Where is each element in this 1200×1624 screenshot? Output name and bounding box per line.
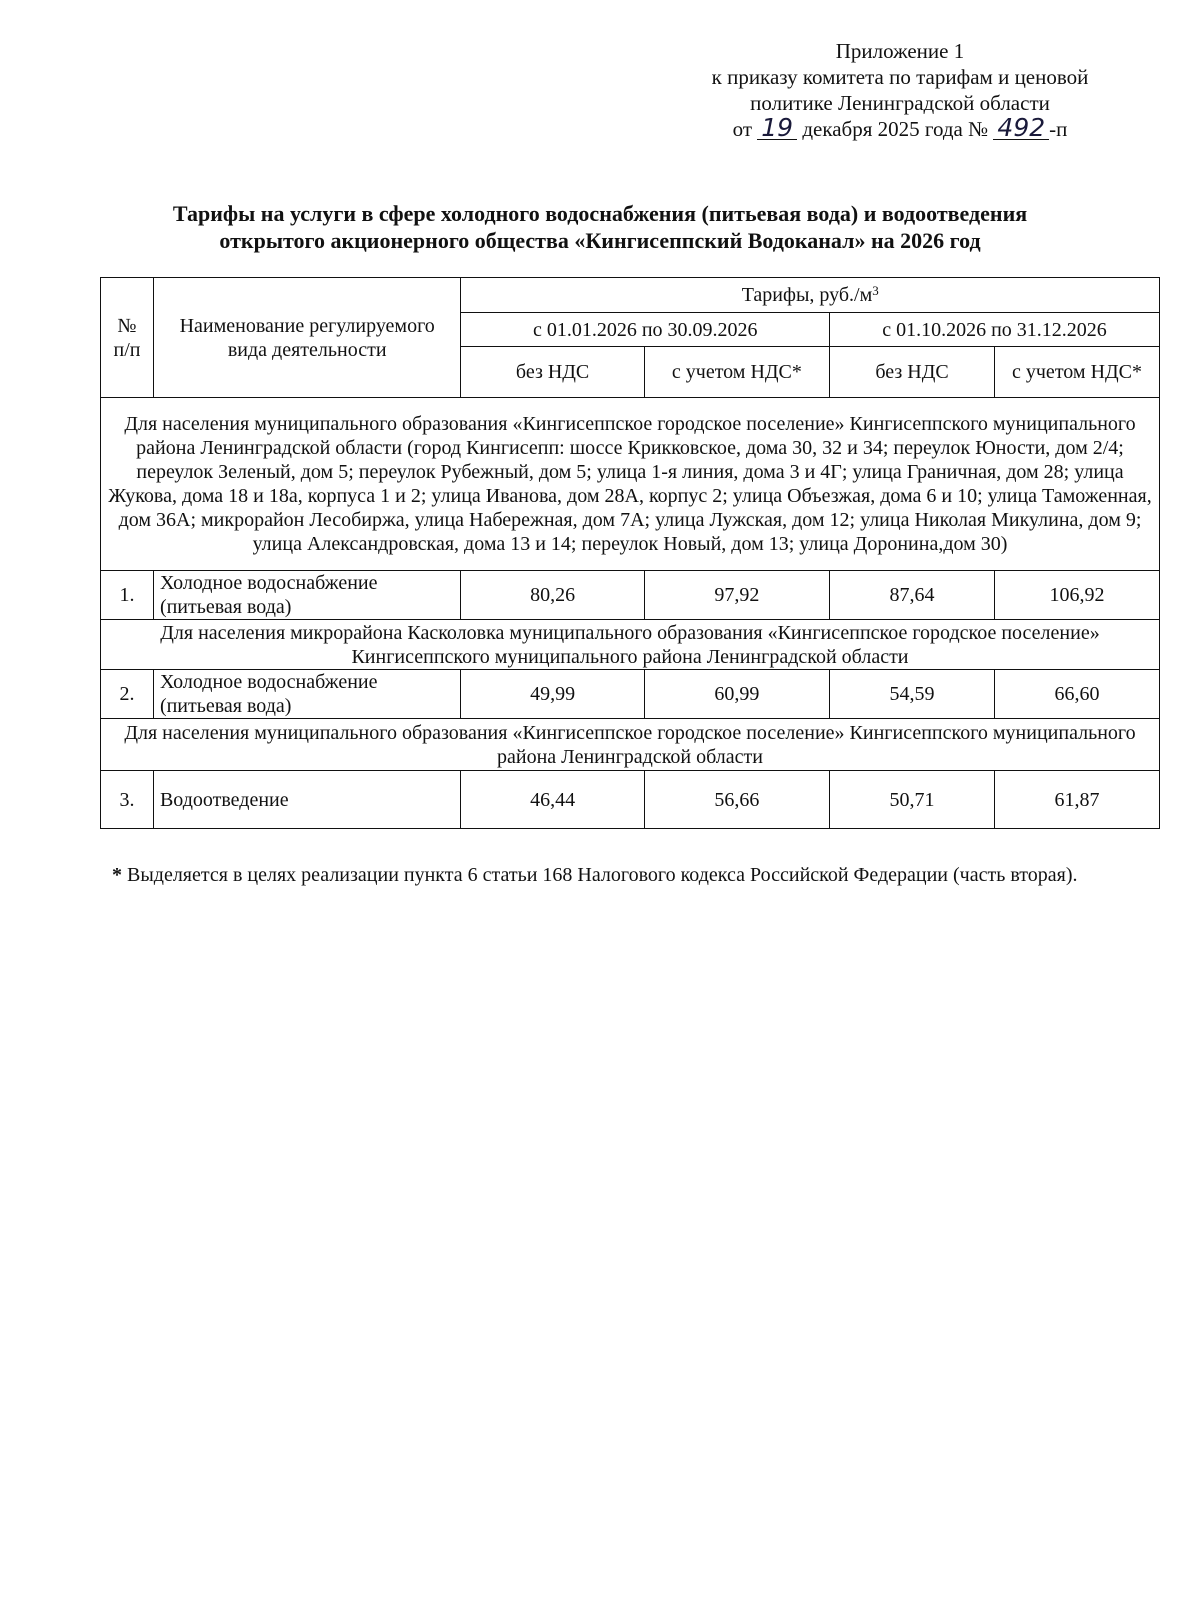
tariff-table: [100, 277, 1160, 829]
row-p2-no-vat: 54,59: [830, 670, 995, 719]
date-prefix: от: [732, 117, 753, 141]
header-p2-with-vat: с учетом НДС*: [995, 347, 1160, 398]
footnote-star: *: [112, 864, 122, 886]
table-row: [101, 571, 1160, 620]
table-row: [101, 670, 1160, 719]
row-p1-no-vat: 46,44: [461, 771, 644, 829]
appendix-order-ref: к приказу комитета по тарифам и ценовой: [711, 65, 1089, 89]
header-num: № п/п: [101, 278, 154, 398]
document-title: [60, 200, 1140, 254]
row-num: 2.: [101, 670, 154, 719]
row-p2-no-vat: 50,71: [830, 771, 995, 829]
header-tariffs-label: Тарифы, руб./м: [741, 284, 873, 306]
header-activity-name: Наименование регулируемого вида деятельности: [153, 278, 461, 398]
row-p2-with-vat: 66,60: [995, 670, 1160, 719]
row-p2-with-vat: 106,92: [995, 571, 1160, 620]
appendix-date-line: [640, 113, 1160, 142]
header-tariffs: [461, 278, 1160, 313]
header-p2-no-vat: без НДС: [830, 347, 995, 398]
row-p2-no-vat: 87,64: [830, 571, 995, 620]
row-activity: Водоотведение: [153, 771, 461, 829]
footnote: [112, 862, 1158, 888]
header-period2: с 01.10.2026 по 31.12.2026: [830, 313, 1160, 347]
footnote-text: Выделяется в целях реализации пункта 6 статьи 168 Налогового кодекса Российской Федерации (часть вторая).: [127, 864, 1078, 886]
row-p1-with-vat: 97,92: [644, 571, 829, 620]
row-activity: Холодное водоснабжение (питьевая вода): [153, 670, 461, 719]
row-p1-no-vat: 80,26: [461, 571, 644, 620]
row-p2-with-vat: 61,87: [995, 771, 1160, 829]
order-suffix: -п: [1049, 117, 1068, 141]
row-num: 3.: [101, 771, 154, 829]
section-heading: Для населения муниципального образования «Кингисеппское городское поселение» Кингисеппского муниципального района Ленинградской области (город Кингисепп: шоссе Крикковское, дома 30, 32 и 34; переулок Юности, дом 2/4; переулок Зеленый, дом 5; переулок Рубежный, дом 5; улица 1-я линия, дома 3 и 4Г; улица Граничная, дом 28; улица Жукова, дома 18 и 18а, корпуса 1 и 2; улица Иванова, дом 28А, корпус 2; улица Объезжая, дома 6 и 10; улица Таможенная, дом 36А; микрорайон Лесобиржа, улица Набережная, дом 7А; улица Лужская, дом 12; улица Николая Микулина, дом 9; улица Александровская, дома 13 и 14; переулок Новый, дом 13; улица Доронина,дом 30): [101, 398, 1160, 571]
header-p1-with-vat: с учетом НДС*: [644, 347, 829, 398]
handwritten-day: 19: [757, 117, 797, 140]
row-activity: Холодное водоснабжение (питьевая вода): [153, 571, 461, 620]
date-month-year: декабря 2025 года №: [802, 117, 989, 141]
row-p1-with-vat: 56,66: [644, 771, 829, 829]
row-num: 1.: [101, 571, 154, 620]
row-p1-with-vat: 60,99: [644, 670, 829, 719]
appendix-number: Приложение 1: [835, 39, 965, 63]
header-period1: с 01.01.2026 по 30.09.2026: [461, 313, 830, 347]
header-tariffs-superscript: 3: [872, 283, 879, 298]
appendix-committee: политике Ленинградской области: [750, 91, 1050, 115]
table-row: [101, 771, 1160, 829]
document-title-line1: Тарифы на услуги в сфере холодного водоснабжения (питьевая вода) и водоотведения: [172, 201, 1028, 226]
section-heading: Для населения муниципального образования «Кингисеппское городское поселение» Кингисеппского муниципального района Ленинградской области: [101, 719, 1160, 771]
appendix-header: [640, 38, 1160, 142]
document-title-line2: открытого акционерного общества «Кингисеппский Водоканал» на 2026 год: [219, 228, 981, 253]
row-p1-no-vat: 49,99: [461, 670, 644, 719]
section-heading: Для населения микрорайона Касколовка муниципального образования «Кингисеппское городское поселение» Кингисеппского муниципального района Ленинградской области: [101, 620, 1160, 670]
header-p1-no-vat: без НДС: [461, 347, 644, 398]
handwritten-order-number: 492: [993, 117, 1049, 140]
